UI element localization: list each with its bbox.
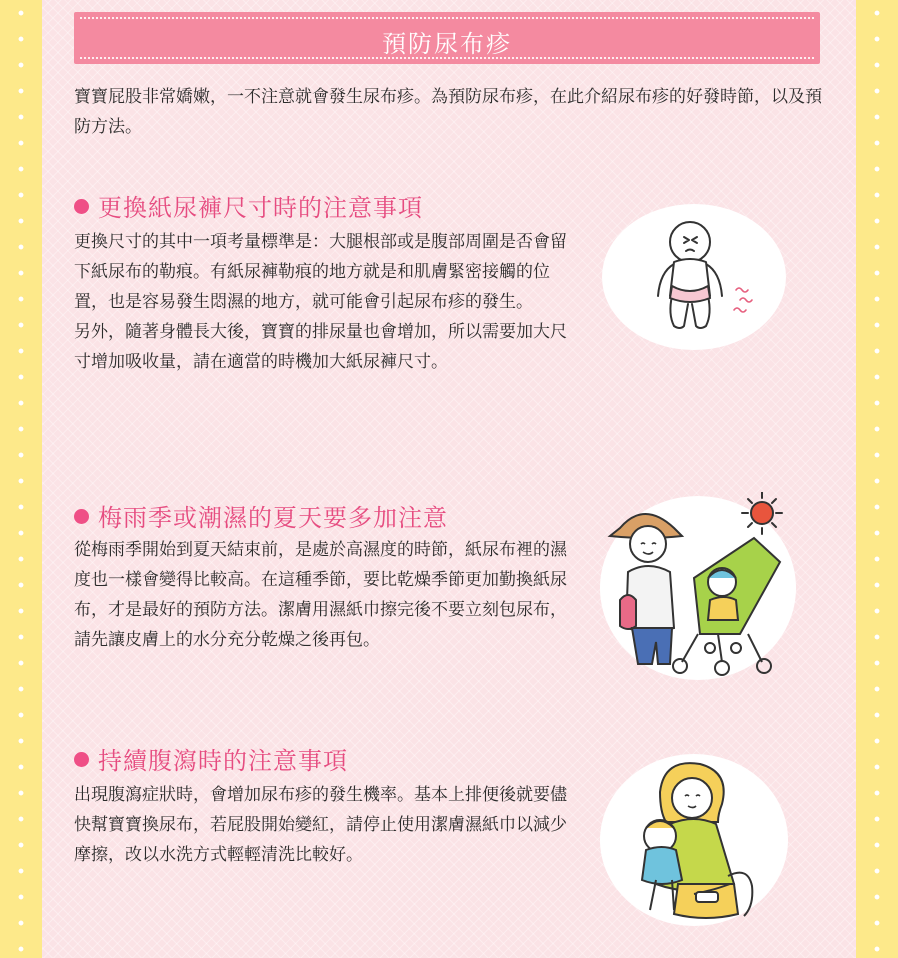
left-polka-border	[0, 0, 42, 958]
title-banner	[74, 12, 820, 64]
section-heading-rainy-season	[74, 498, 448, 533]
section-body-rainy-season	[74, 535, 576, 655]
bullet-icon	[74, 199, 89, 214]
bullet-icon	[74, 752, 89, 767]
baby-diaper-itch-icon	[600, 202, 788, 352]
paragraph: 出現腹瀉症狀時，會增加尿布疹的發生機率。基本上排便後就要儘快幫寶寶換尿布，若屁股開始變紅，請停止使用潔膚濕紙巾以減少摩擦，改以水洗方式輕輕清洗比較好。	[74, 785, 567, 865]
section-heading-diarrhea	[74, 741, 348, 776]
paragraph: 更換尺寸的其中一項考量標準是：大腿根部或是腹部周圍是否會留下紙尿布的勒痕。有紙尿褲勒痕的地方就是和肌膚緊密接觸的位置，也是容易發生悶濕的地方，就可能會引起尿布疹的發生。	[74, 232, 567, 312]
mother-washing-baby-icon	[600, 752, 790, 930]
mother-stroller-sun-icon	[598, 492, 798, 688]
section-body-diarrhea	[74, 780, 576, 870]
right-polka-border	[856, 0, 898, 958]
paragraph: 從梅雨季開始到夏天結束前，是處於高濕度的時節，紙尿布裡的濕度也一樣會變得比較高。在這種季節，要比乾燥季節更加勤換紙尿布，才是最好的預防方法。潔膚用濕紙巾擦完後不要立刻包尿布，請先讓皮膚上的水分充分乾燥之後再包。	[74, 540, 567, 650]
section-body-size-change	[74, 227, 576, 377]
section-heading-size-change	[74, 188, 423, 223]
page-title: 預防尿布疹	[382, 30, 512, 58]
intro-text: 寶寶屁股非常嬌嫩，一不注意就會發生尿布疹。為預防尿布疹，在此介紹尿布疹的好發時節，以及預防方法。	[74, 87, 822, 137]
paragraph: 另外，隨著身體長大後，寶寶的排尿量也會增加，所以需要加大尺寸增加吸收量，請在適當的時機加大紙尿褲尺寸。	[74, 322, 567, 372]
section-heading-text: 梅雨季或潮濕的夏天要多加注意	[98, 504, 448, 532]
bullet-icon	[74, 509, 89, 524]
section-heading-text: 更換紙尿褲尺寸時的注意事項	[98, 194, 423, 222]
section-heading-text: 持續腹瀉時的注意事項	[98, 747, 348, 775]
